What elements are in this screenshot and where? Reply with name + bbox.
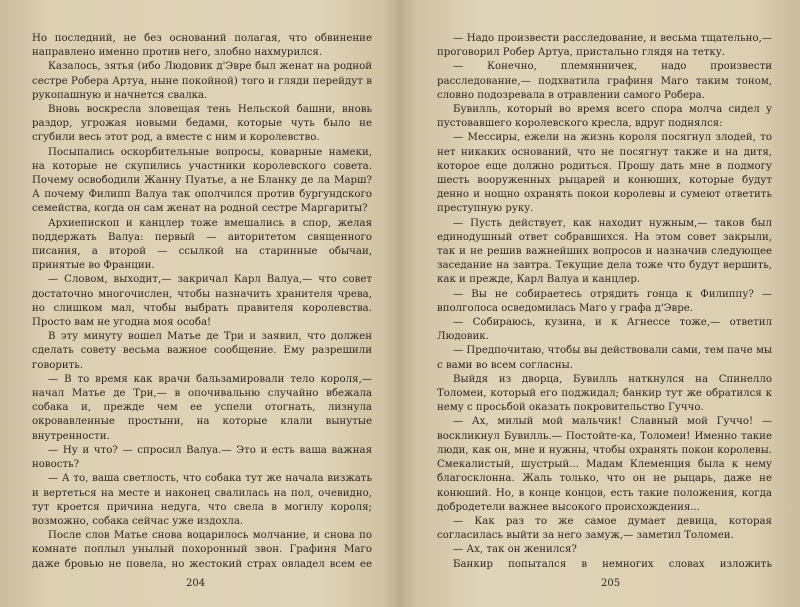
paragraph: — Собираюсь, кузина, и к Агнессе тоже,— ответил Людовик. (437, 317, 772, 343)
paragraph: — Как раз то же самое думает девица, которая согласилась выйти за него замуж,— заметил Толомеи. (437, 515, 772, 542)
paragraph: — Ну и что? — спросил Валуа.— Это и есть ваша важная новость? (32, 444, 372, 471)
paragraph: — Мессиры, ежели на жизнь короля посягнул злодей, то нет никаких оснований, что не посягнут также и на дитя, которое еще должно родиться. Прошу дать мне в подмогу шесть вооруженных рыцарей и конюших, которые будут денно и нощно охранять покои королевы и сумеют ответить преступную руку. (437, 132, 772, 215)
paragraph: Бувилль, который во время всего спора молча сидел у пустовавшего королевского кресла, вдруг поднялся: (437, 104, 772, 130)
paragraph: Вновь воскресла зловещая тень Нельской башни, вновь раздор, угрожая новыми бедами, которые чуть было не сгубили весь этот род, а вместе с ним и королевство. (32, 104, 372, 144)
paragraph: Архиепископ и канцлер тоже вмешались в спор, желая поддержать Валуа: первый — авторитетом священного писания, а второй — ссылкой на старинные обычаи, принятые во Франции. (32, 217, 372, 272)
right-page-text (437, 32, 772, 572)
left-page-number: 204 (186, 578, 206, 589)
paragraph: Выйдя из дворца, Бувилль наткнулся на Спинелло Толомеи, который его поджидал; банкир тут же обратился к нему с просьбой оказать покровительство Гуччо. (437, 373, 772, 414)
paragraph: — Надо произвести расследование, и весьма тщательно,— проговорил Робер Артуа, пристально глядя на тетку. (437, 33, 772, 59)
paragraph: Но последний, не без оснований полагая, что обвинение направлено именно против него, злобно нахмурился. (32, 33, 372, 59)
paragraph: — Предпочитаю, чтобы вы действовали сами, тем паче мы с вами во всем согласны. (437, 345, 772, 371)
paragraph: После слов Матье снова воцарилось молчание, и снова по комнате поплыл унылый похоронный звон. Графиня Маго даже бровью не повела, но жестокий страх овладел всем ее (32, 530, 372, 570)
paragraph: Банкир попытался в немногих словах изложить (453, 558, 772, 570)
right-page-number: 205 (601, 578, 621, 589)
paragraph: Казалось, зятья (ибо Людовик д'Эвре был женат на родной сестре Робера Артуа, ныне покойной) того и гляди перейдут в рукопашную и начнется свалка. (32, 61, 372, 101)
left-page-text (32, 32, 372, 572)
paragraph: — Конечно, племянничек, надо произвести расследование,— подхватила графиня Маго таким тоном, словно подозревала в отравлении самого Робера. (437, 61, 772, 101)
paragraph: В эту минуту вошел Матье де Три и заявил, что должен сделать совету весьма важное сообщение. Ему разрешили говорить. (32, 331, 372, 371)
paragraph: — А то, ваша светлость, что собака тут же начала визжать и вертеться на месте и наконец свалилась на пол, очевидно, тут кроется причина недуга, что свела в могилу короля; возможно, собака сейчас уже издохла. (32, 473, 372, 527)
paragraph: — Вы не собираетесь отрядить гонца к Филиппу? — вполголоса осведомилась Маго у графа д'Эвре. (437, 288, 772, 314)
paragraph: Посыпались оскорбительные вопросы, коварные намеки, на которые не скупились участники королевского совета. Почему освободили Жанну Пуатье, а не Бланку де ла Марш? А почему Филипп Валуа так ополчился против бургундского семейства, когда он сам женат на родной сестре Маргариты? (32, 146, 372, 215)
paragraph: — Ах, милый мой мальчик! Славный мой Гуччо! — воскликнул Бувилль.— Постойте-ка, Толомеи! Именно такие люди, как он, мне и нужны, чтобы охранять покои королевы. Смекалистый, шустрый... Мадам Клеменция была к нему благосклонна. Жаль только, что он не рыцарь, даже не конюший. Но, в конце концов, есть такие положения, когда добродетели важнее высокого происхождения... (437, 416, 772, 513)
paragraph: — В то время как врачи бальзамировали тело короля,— начал Матье де Три,— в опочивальню случайно вбежала собака и, прежде чем ее успели отогнать, лизнула окровавленные простыни, на которые клали вынутые внутренности. (32, 373, 372, 442)
paragraph: — Словом, выходит,— закричал Карл Валуа,— что совет достаточно многочислен, чтобы назначить хранителя чрева, но слишком мал, чтобы выбрать правителя королевства. Просто вам не угодна моя особа! (32, 274, 372, 329)
paragraph: — Пусть действует, как находит нужным,— таков был единодушный ответ собравшихся. На этом совет закрыли, так и не решив важнейших вопросов и назначив следующее заседание на завтра. Текущие дела тоже что будут вершить, как и прежде, Карл Валуа и канцлер. (437, 217, 772, 286)
paragraph: — Ах, так он женился? (453, 544, 577, 556)
